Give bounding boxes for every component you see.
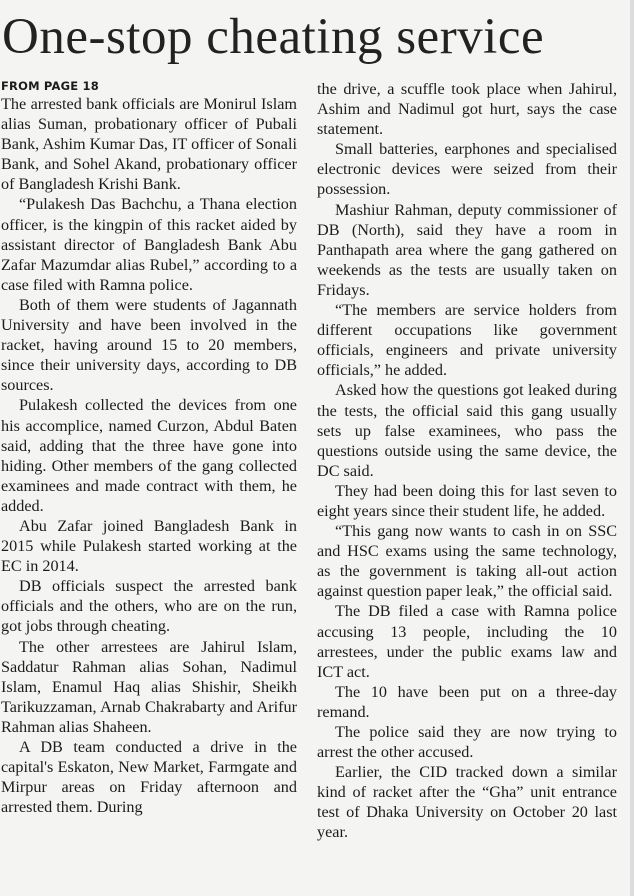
paragraph: They had been doing this for last seven to eight years since their student life, he added. xyxy=(317,481,617,520)
paragraph: The other arrestees are Jahirul Islam, Saddatur Rahman alias Sohan, Nadimul Islam, Enamul Haq alias Shishir, Sheikh Tarikuzzaman, Arnab Chakrabarty and Arifur Rahman alias Shaheen. xyxy=(1,637,297,736)
paragraph: A DB team conducted a drive in the capital's Eskaton, New Market, Farmgate and Mirpur areas on Friday afternoon and arrested them. During xyxy=(1,738,297,817)
paragraph: Pulakesh collected the devices from one his accomplice, named Curzon, Abdul Baten said, adding that the three have gone into hiding. Other members of the gang collected examinees and made contract with them, he added. xyxy=(1,396,297,515)
paragraph: Both of them were students of Jagannath University and have been involved in the racket, having around 15 to 20 members, since their university days, according to DB sources. xyxy=(1,295,297,395)
page-edge xyxy=(630,0,634,896)
paragraph: The 10 have been put on a three-day remand. xyxy=(317,682,617,721)
paragraph: Small batteries, earphones and specialised electronic devices were seized from their possession. xyxy=(317,140,617,199)
paragraph: “The members are service holders from different occupations like government officials, engineers and private university officials,” he added. xyxy=(317,301,617,380)
paragraph: “This gang now wants to cash in on SSC and HSC exams using the same technology, as the government is taking all-out action against question paper leak,” the official said. xyxy=(317,522,617,601)
headline: One-stop cheating service xyxy=(2,9,545,65)
paragraph: Abu Zafar joined Bangladesh Bank in 2015 while Pulakesh started working at the EC in 2014. xyxy=(1,516,297,576)
paragraph: Earlier, the CID tracked down a similar kind of racket after the “Gha” unit entrance test of Dhaka University on October 20 last year. xyxy=(317,763,617,842)
paragraph: “Pulakesh Das Bachchu, a Thana election officer, is the kingpin of this racket aided by assistant director of Bangladesh Bank Abu Zafar Mazumdar alias Rubel,” according to a case filed with Ramna police. xyxy=(1,195,297,294)
continued-from-label: FROM PAGE 18 xyxy=(1,79,99,93)
paragraph: Mashiur Rahman, deputy commissioner of DB (North), said they have a room in Panthapath area where the gang gathered on weekends as the tests are usually taken on Fridays. xyxy=(317,200,617,299)
paragraph: the drive, a scuffle took place when Jahirul, Ashim and Nadimul got hurt, says the case statement. xyxy=(317,80,617,139)
left-column xyxy=(1,78,297,817)
paragraph: DB officials suspect the arrested bank officials and the others, who are on the run, got jobs through cheating. xyxy=(1,577,297,636)
right-column xyxy=(317,79,617,843)
paragraph: The arrested bank officials are Monirul Islam alias Suman, probationary officer of Pubali Bank, Ashim Kumar Das, IT officer of Sonali Bank, and Sohel Akand, probationary officer of Bangladesh Krishi Bank. xyxy=(1,95,297,194)
paragraph: Asked how the questions got leaked during the tests, the official said this gang usually sets up false examinees, who pass the questions outside using the same device, the DC said. xyxy=(317,381,617,480)
paragraph: The police said they are now trying to arrest the other accused. xyxy=(317,723,617,762)
paragraph: The DB filed a case with Ramna police accusing 13 people, including the 10 arrestees, under the public exams law and ICT act. xyxy=(317,602,617,681)
